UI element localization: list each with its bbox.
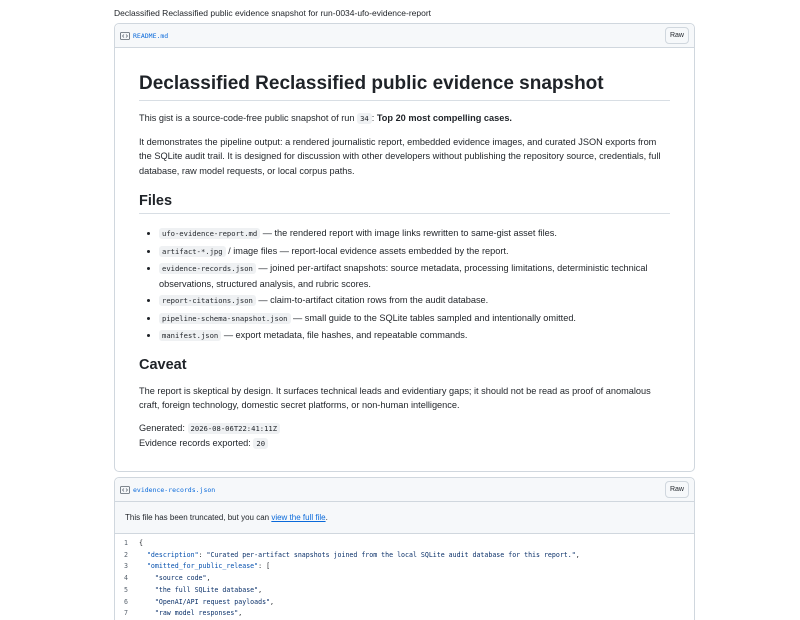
line-number: 6 bbox=[124, 597, 128, 606]
records-line bbox=[139, 436, 670, 452]
generated-line bbox=[139, 421, 670, 437]
intro-emphasis: Top 20 most compelling cases. bbox=[376, 113, 512, 123]
records-label: Evidence records exported: bbox=[139, 438, 251, 448]
line-number: 5 bbox=[124, 585, 128, 594]
list-item bbox=[159, 328, 670, 344]
json-file-box bbox=[114, 477, 695, 620]
generated-value: 2026-08-06T22:41:11Z bbox=[188, 423, 281, 434]
line-code: "OpenAI/API request payloads", bbox=[154, 597, 274, 606]
line-code: { bbox=[139, 539, 143, 547]
line-number: 3 bbox=[124, 562, 128, 571]
code-line bbox=[115, 608, 694, 620]
line-number: 7 bbox=[124, 609, 128, 618]
code-line bbox=[115, 585, 694, 597]
json-raw-button[interactable]: Raw bbox=[665, 481, 689, 498]
line-code: "raw model responses", bbox=[154, 609, 243, 618]
line-code: "the full SQLite database", bbox=[154, 585, 263, 594]
line-number: 2 bbox=[124, 550, 128, 559]
caveat-paragraph: The report is skeptical by design. It surfaces technical leads and evidentiary gaps; it should not be read as proof of anomalous craft, foreign technology, domestic secret platforms, or non-human intelligence. bbox=[139, 385, 651, 410]
intro-paragraph bbox=[139, 111, 670, 127]
readme-file-box bbox=[114, 23, 695, 472]
list-item bbox=[159, 244, 670, 260]
intro-colon: : bbox=[371, 113, 375, 123]
records-value: 20 bbox=[253, 438, 268, 449]
readme-file-name[interactable]: README.md bbox=[133, 31, 169, 40]
file-desc: — claim-to-artifact citation rows from the audit database. bbox=[255, 295, 489, 305]
truncation-end: . bbox=[325, 513, 328, 522]
file-code: artifact-*.jpg bbox=[159, 246, 226, 257]
line-code: "omitted_for_public_release": [ bbox=[146, 562, 271, 571]
description-paragraph: It demonstrates the pipeline output: a rendered journalistic report, embedded evidence images, and curated JSON exports from the SQLite audit trail. It is designed for discussion with other developers without publishing the repository source, credentials, full database, raw model requests, or local corpus paths. bbox=[139, 136, 661, 176]
files-heading: Files bbox=[139, 192, 670, 214]
list-item bbox=[159, 261, 670, 291]
code-line bbox=[115, 561, 694, 573]
file-desc: — small guide to the SQLite tables sampled and intentionally omitted. bbox=[290, 312, 576, 323]
file-code: ufo-evidence-report.md bbox=[159, 228, 260, 239]
truncation-text: This file has been truncated, but you can bbox=[125, 513, 270, 522]
files-list bbox=[159, 226, 670, 344]
code-line bbox=[115, 538, 694, 550]
readme-content bbox=[139, 72, 670, 452]
file-desc: — joined per-artifact snapshots: source metadata, processing limitations, deterministic technical observations, structured analysis, and rubric scores. bbox=[159, 263, 648, 289]
caveat-heading: Caveat bbox=[139, 356, 187, 373]
code-line bbox=[115, 597, 694, 609]
readme-raw-button[interactable]: Raw bbox=[665, 27, 689, 44]
gist-description: Declassified Reclassified public evidence snapshot for run-0034-ufo-evidence-report bbox=[114, 8, 432, 18]
file-code: evidence-records.json bbox=[159, 263, 256, 274]
code-line bbox=[115, 550, 694, 562]
list-item bbox=[159, 226, 670, 242]
run-number: 34 bbox=[357, 113, 372, 124]
line-code: "source code", bbox=[154, 574, 211, 583]
file-code: pipeline-schema-snapshot.json bbox=[159, 313, 291, 324]
line-number: 1 bbox=[124, 539, 128, 547]
file-desc: — export metadata, file hashes, and repeatable commands. bbox=[221, 330, 468, 340]
file-desc: — the rendered report with image links rewritten to same-gist asset files. bbox=[260, 228, 557, 238]
list-item bbox=[159, 293, 670, 309]
file-code: report-citations.json bbox=[159, 295, 256, 306]
truncation-notice bbox=[115, 502, 694, 534]
code-file-icon bbox=[120, 32, 130, 40]
readme-file-header bbox=[115, 24, 694, 48]
line-number: 4 bbox=[124, 574, 128, 583]
json-file-header bbox=[115, 478, 694, 502]
view-full-file-link[interactable]: view the full file bbox=[271, 513, 326, 522]
json-file-name[interactable]: evidence-records.json bbox=[133, 485, 216, 494]
code-viewer bbox=[115, 534, 694, 620]
line-code: "description": "Curated per-artifact snapshots joined from the local SQLite audit database for this report.", bbox=[146, 550, 580, 559]
generated-label: Generated: bbox=[139, 422, 185, 433]
file-desc: / image files — report-local evidence assets embedded by the report. bbox=[225, 245, 509, 256]
code-file-icon bbox=[120, 486, 130, 494]
readme-title: Declassified Reclassified public evidence snapshot bbox=[139, 72, 670, 101]
list-item bbox=[159, 311, 670, 327]
code-line bbox=[115, 573, 694, 585]
file-code: manifest.json bbox=[159, 330, 221, 341]
intro-prefix: This gist is a source-code-free public snapshot of run bbox=[139, 113, 355, 123]
